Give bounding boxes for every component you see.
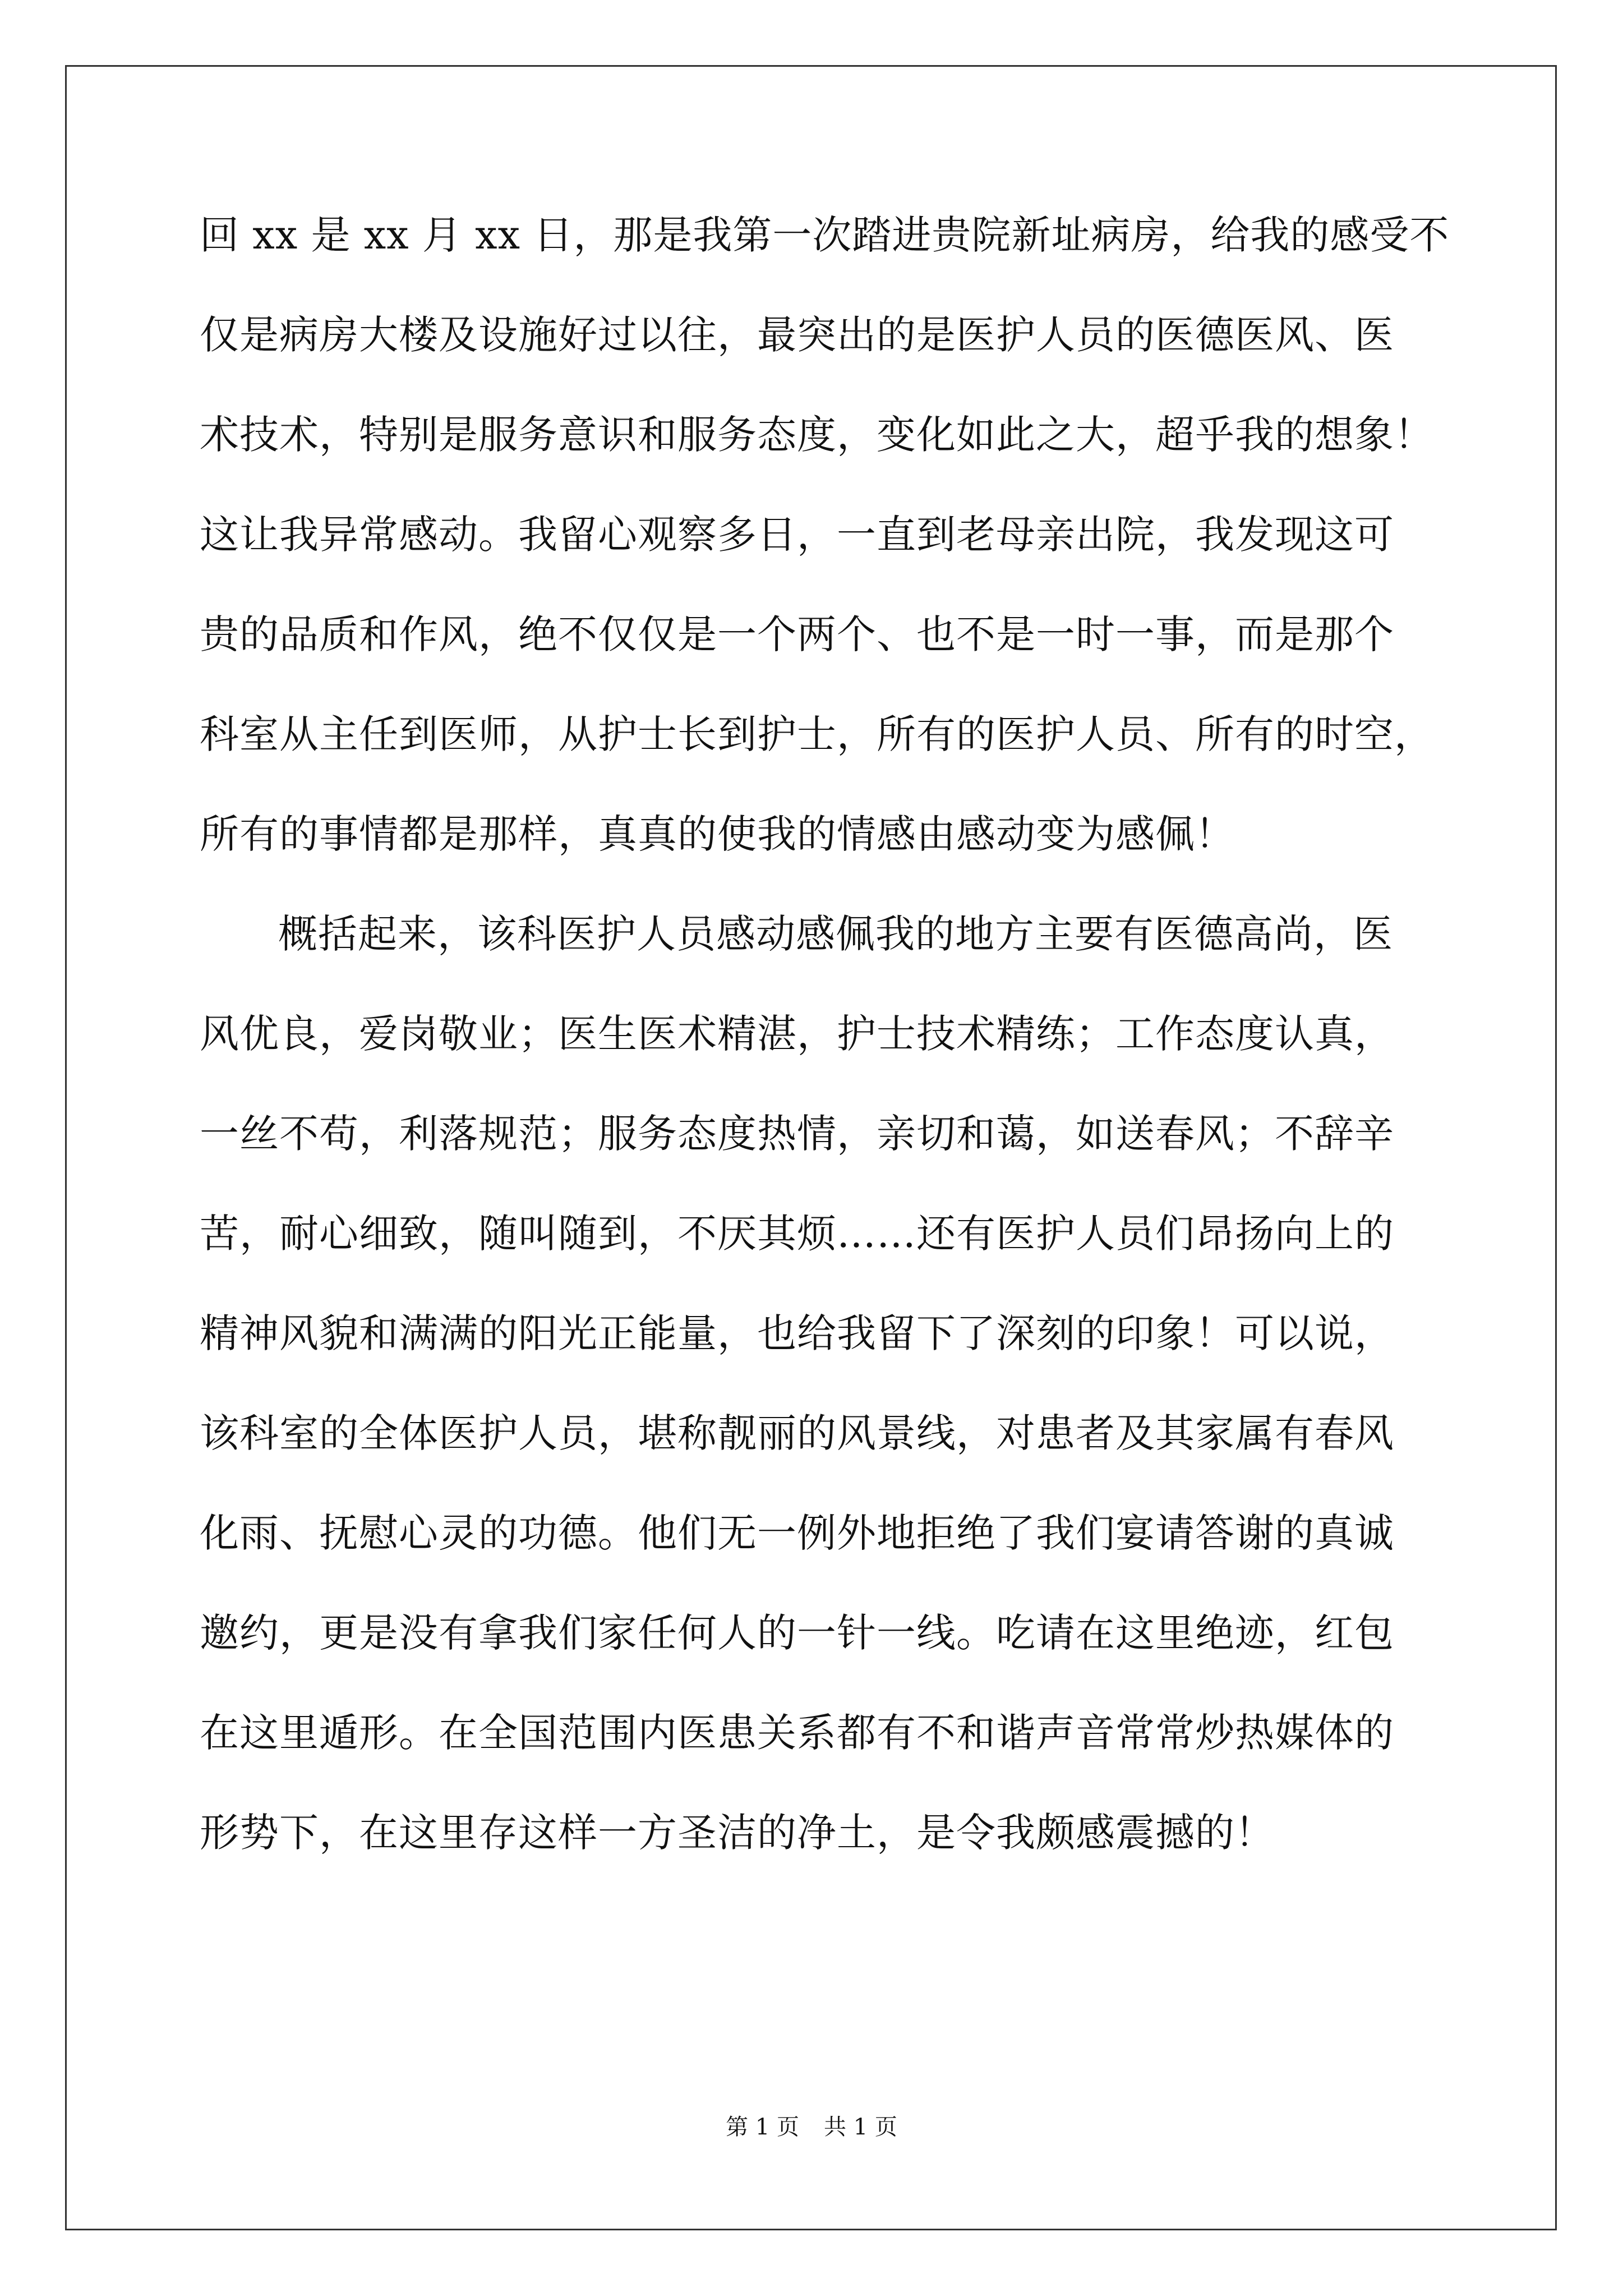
text-line: 这让我异常感动。我留心观察多日，一直到老母亲出院，我发现这可 <box>200 512 1394 558</box>
text-line: 苦，耐心细致，随叫随到，不厌其烦……还有医护人员们昂扬向上的 <box>200 1211 1394 1257</box>
text-line: 概括起来，该科医护人员感动感佩我的地方主要有医德高尚，医 <box>278 911 1393 957</box>
text-line: 该科室的全体医护人员，堪称靓丽的风景线，对患者及其家属有春风 <box>200 1410 1394 1456</box>
page-footer <box>0 2110 1623 2144</box>
text-line: 所有的事情都是那样，真真的使我的情感由感动变为感佩！ <box>200 811 1235 857</box>
text-line: 回 xx 是 xx 月 xx 日，那是我第一次踏进贵院新址病房，给我的感受不 <box>200 212 1450 258</box>
text-line: 仅是病房大楼及设施好过以往，最突出的是医护人员的医德医风、医 <box>200 312 1394 358</box>
text-line: 术技术，特别是服务意识和服务态度，变化如此之大，超乎我的想象！ <box>200 412 1434 458</box>
page-number: 第 1 页 <box>726 2114 799 2140</box>
text-line: 一丝不苟，利落规范；服务态度热情，亲切和蔼，如送春风；不辞辛 <box>200 1111 1394 1157</box>
text-line: 精神风貌和满满的阳光正能量，也给我留下了深刻的印象！可以说， <box>200 1310 1394 1356</box>
text-line: 贵的品质和作风，绝不仅仅是一个两个、也不是一时一事，而是那个 <box>200 611 1394 657</box>
text-line: 科室从主任到医师，从护士长到护士，所有的医护人员、所有的时空， <box>200 711 1434 757</box>
page-total: 共 1 页 <box>824 2114 897 2140</box>
text-line: 在这里遁形。在全国范围内医患关系都有不和谐声音常常炒热媒体的 <box>200 1710 1394 1756</box>
text-line: 邀约，更是没有拿我们家任何人的一针一线。吃请在这里绝迹，红包 <box>200 1610 1394 1656</box>
text-line: 形势下，在这里存这样一方圣洁的净土，是令我颇感震撼的！ <box>200 1810 1275 1856</box>
text-line: 化雨、抚慰心灵的功德。他们无一例外地拒绝了我们宴请答谢的真诚 <box>200 1510 1394 1556</box>
text-line: 风优良，爱岗敬业；医生医术精湛，护士技术精练；工作态度认真， <box>200 1011 1394 1057</box>
